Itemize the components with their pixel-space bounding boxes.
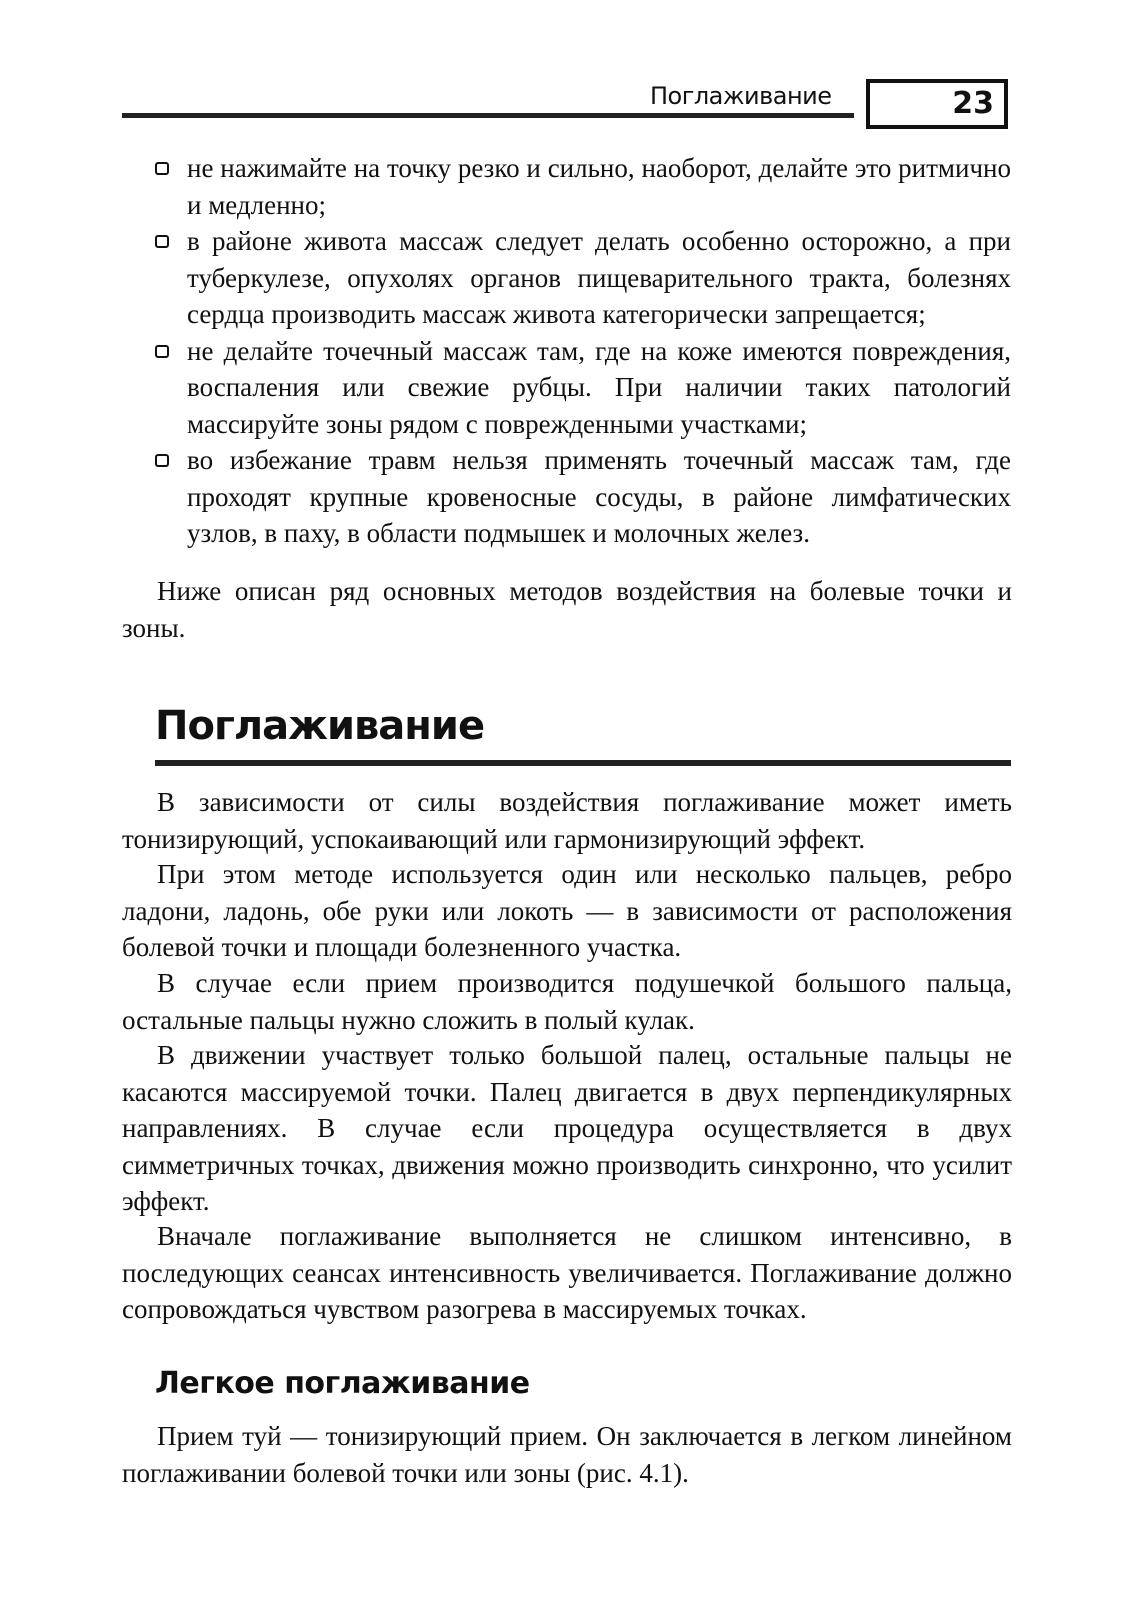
list-item: [155, 442, 1011, 552]
list-item-text: не нажимайте на точку резко и сильно, наоборот, делайте это ритмично и медленно;: [187, 153, 1011, 220]
body-paragraph: При этом методе используется один или несколько пальцев, ребро ладони, ладонь, обе руки или локоть — в зависимости от расположения болевой точки и площади болезненного участка.: [122, 859, 1012, 962]
list-item: [155, 150, 1011, 223]
precautions-list: [155, 150, 1011, 552]
page-number-box: [866, 79, 1008, 129]
running-header-rule: [122, 113, 854, 118]
section-heading: Поглаживание: [155, 703, 485, 749]
square-bullet-icon: [155, 162, 169, 175]
square-bullet-icon: [155, 454, 169, 467]
body-paragraph: Прием туй — тонизирующий прием. Он заключается в легком линейном поглаживании болевой точки или зоны (рис. 4.1).: [122, 1421, 1012, 1488]
body-paragraph: В зависимости от силы воздействия поглаживание может иметь тонизирующий, успокаивающий или гармонизирующий эффект.: [122, 787, 1012, 854]
square-bullet-icon: [155, 345, 169, 358]
list-item-text: в районе живота массаж следует делать особенно осторожно, а при туберкулезе, опухолях органов пищеварительного тракта, болезнях сердца производить массаж живота категорически запрещается;: [187, 226, 1011, 329]
running-header-title: Поглаживание: [650, 82, 832, 110]
section-heading-rule: [155, 760, 1011, 766]
list-item-text: во избежание травм нельзя применять точечный массаж там, где проходят крупные кровеносные сосуды, в районе лимфатических узлов, в паху, в области подмышек и молочных желез.: [187, 445, 1011, 548]
body-paragraph: В движении участвует только большой палец, остальные пальцы не касаются массируемой точки. Палец двигается в двух перпендикулярных направлениях. В случае если процедура осуществляется в двух симметричных точках, движения можно производить синхронно, что усилит эффект.: [122, 1040, 1012, 1216]
square-bullet-icon: [155, 235, 169, 248]
list-item-text: не делайте точечный массаж там, где на коже имеются повреждения, воспаления или свежие рубцы. При наличии таких патологий массируйте зоны рядом с поврежденными участками;: [187, 335, 1011, 439]
subsection-heading: Легкое поглаживание: [155, 1366, 530, 1401]
intro-paragraph: Ниже описан ряд основных методов воздействия на болевые точки и зоны.: [122, 576, 1012, 643]
body-paragraph: Вначале поглаживание выполняется не слишком интенсивно, в последующих сеансах интенсивность увеличивается. Поглаживание должно сопровождаться чувством разогрева в массируемых точках.: [122, 1221, 1012, 1324]
list-item: [155, 333, 1011, 443]
list-item: [155, 223, 1011, 333]
page-number: 23: [952, 86, 994, 121]
body-paragraph: В случае если прием производится подушечкой большого пальца, остальные пальцы нужно сложить в полый кулак.: [122, 968, 1012, 1035]
